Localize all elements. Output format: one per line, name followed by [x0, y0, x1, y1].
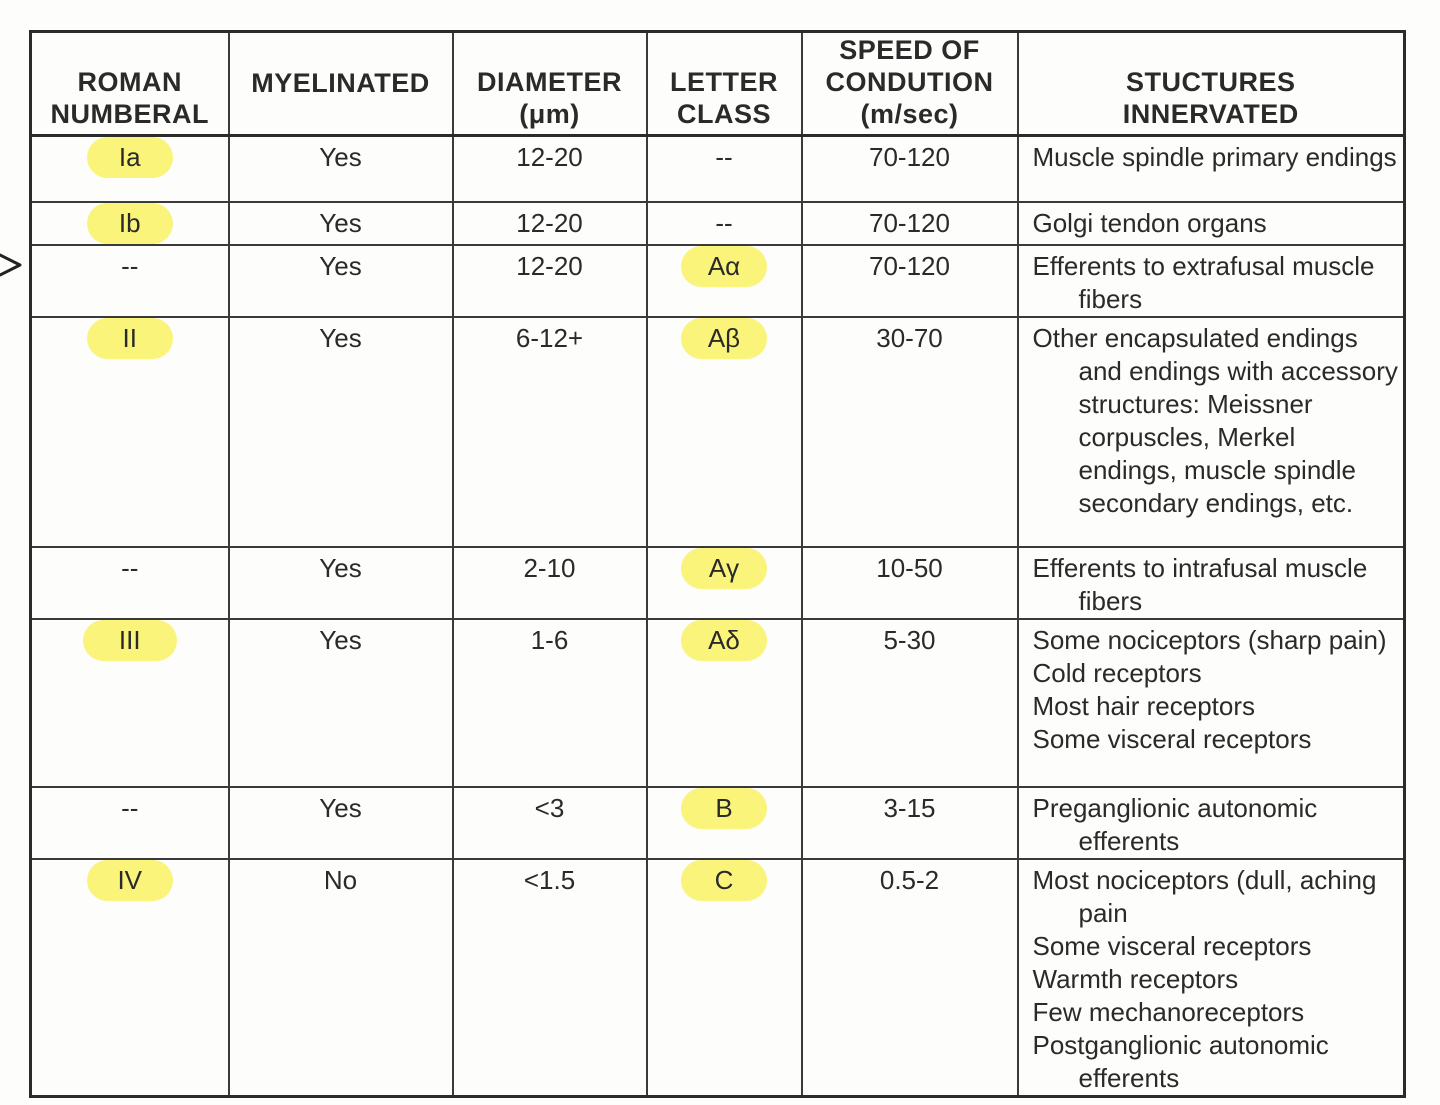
conduction-speed-cell: [802, 136, 1018, 202]
conduction-speed-cell-value: 5-30: [883, 624, 936, 655]
structure-entry: Golgi tendon organs: [1032, 207, 1267, 238]
roman-numeral-cell: [31, 317, 229, 547]
myelinated-cell-value: Yes: [319, 250, 362, 281]
roman-numeral-cell: [31, 136, 229, 202]
diameter-cell-value: 12-20: [516, 207, 583, 238]
myelinated-cell: [229, 245, 453, 317]
conduction-speed-cell-value: 0.5-2: [879, 864, 940, 895]
diameter-cell-value: <1.5: [523, 864, 576, 895]
structure-entry: Postganglionic autonomic efferents: [1032, 1029, 1329, 1093]
header-row: [31, 32, 1405, 136]
letter-class-cell: [647, 202, 802, 245]
roman-numeral-cell: [31, 245, 229, 317]
myelinated-cell-value: Yes: [319, 624, 362, 655]
letter-class-cell: [647, 859, 802, 1097]
conduction-speed-cell-value: 30-70: [876, 322, 943, 353]
myelinated-cell-value: Yes: [319, 142, 362, 172]
roman-numeral-cell: [31, 619, 229, 787]
myelinated-cell: [229, 787, 453, 859]
header-letter-class: LETTER CLASS: [647, 32, 802, 136]
structures-innervated-cell: [1018, 787, 1405, 859]
myelinated-cell: [229, 859, 453, 1097]
roman-numeral-cell-value: III: [83, 620, 177, 661]
myelinated-cell: [229, 202, 453, 245]
header-myelinated: MYELINATED: [229, 32, 453, 136]
letter-class-cell-value: Aα: [681, 246, 767, 287]
table-row: [31, 787, 1405, 859]
diameter-cell: [453, 619, 647, 787]
conduction-speed-cell: [802, 317, 1018, 547]
myelinated-cell-value: Yes: [319, 792, 362, 823]
conduction-speed-cell: [802, 859, 1018, 1097]
roman-numeral-cell-value: --: [121, 792, 139, 823]
conduction-speed-cell: [802, 547, 1018, 619]
structure-entry: Some visceral receptors: [1032, 930, 1312, 961]
diameter-cell-value: 1-6: [530, 624, 569, 655]
structure-entry: Most hair receptors: [1032, 690, 1256, 721]
table-row: [31, 245, 1405, 317]
table-row: [31, 317, 1405, 547]
diameter-cell-value: 6-12+: [515, 322, 584, 353]
structure-entry: Few mechanoreceptors: [1032, 996, 1305, 1027]
myelinated-cell-value: Yes: [319, 207, 362, 238]
letter-class-cell: [647, 245, 802, 317]
header-structures-innervated: STUCTURES INNERVATED: [1018, 32, 1405, 136]
structures-innervated-cell: [1018, 245, 1405, 317]
structure-entry: Warmth receptors: [1032, 963, 1239, 994]
structure-entry: Preganglionic autonomic efferents: [1032, 792, 1318, 856]
letter-class-cell: [647, 136, 802, 202]
structure-entry: Efferents to extrafusal muscle fibers: [1032, 250, 1375, 314]
myelinated-cell: [229, 547, 453, 619]
letter-class-cell: [647, 787, 802, 859]
structures-innervated-cell: [1018, 859, 1405, 1097]
letter-class-cell-value: --: [715, 142, 733, 172]
arrow-mark-icon: [0, 252, 26, 278]
structure-entry: Muscle spindle primary endings: [1032, 142, 1397, 172]
header-speed-of-conduction: SPEED OF CONDUTION (m/sec): [802, 32, 1018, 136]
letter-class-cell-value: Aγ: [681, 548, 767, 589]
diameter-cell: [453, 245, 647, 317]
diameter-cell: [453, 202, 647, 245]
roman-numeral-cell-value: Ia: [87, 137, 173, 178]
roman-numeral-cell: [31, 859, 229, 1097]
conduction-speed-cell-value: 10-50: [876, 552, 943, 583]
structure-entry: Cold receptors: [1032, 657, 1202, 688]
myelinated-cell-value: Yes: [319, 552, 362, 583]
letter-class-cell-value: C: [681, 860, 767, 901]
table-row: [31, 202, 1405, 245]
table-row: [31, 136, 1405, 202]
structure-entry: Efferents to intrafusal muscle fibers: [1032, 552, 1368, 616]
myelinated-cell-value: Yes: [319, 322, 362, 353]
structure-entry: Other encapsulated endings and endings with accessory structures: Meissner corpuscles, Merkel endings, muscle spindle secondary endings, etc.: [1032, 322, 1398, 518]
conduction-speed-cell: [802, 619, 1018, 787]
diameter-cell: [453, 317, 647, 547]
diameter-cell: [453, 787, 647, 859]
header-roman-numeral: ROMAN NUMBERAL: [31, 32, 229, 136]
roman-numeral-cell-value: --: [121, 250, 139, 281]
structures-innervated-cell: [1018, 317, 1405, 547]
diameter-cell: [453, 136, 647, 202]
letter-class-cell-value: B: [681, 788, 767, 829]
diameter-cell-value: 12-20: [516, 250, 583, 281]
diameter-cell-value: <3: [534, 792, 565, 823]
roman-numeral-cell-value: IV: [87, 860, 173, 901]
structures-innervated-cell: [1018, 136, 1405, 202]
conduction-speed-cell: [802, 787, 1018, 859]
table-row: [31, 859, 1405, 1097]
nerve-fiber-classification-table: [29, 30, 1406, 1098]
structure-entry: Some nociceptors (sharp pain): [1032, 624, 1387, 655]
letter-class-cell: [647, 547, 802, 619]
structures-innervated-cell: [1018, 619, 1405, 787]
conduction-speed-cell: [802, 202, 1018, 245]
structure-entry: Most nociceptors (dull, aching pain: [1032, 864, 1377, 928]
structures-innervated-cell: [1018, 547, 1405, 619]
diameter-cell-value: 12-20: [516, 142, 583, 172]
diameter-cell: [453, 547, 647, 619]
structure-entry: Some visceral receptors: [1032, 723, 1312, 754]
roman-numeral-cell: [31, 202, 229, 245]
conduction-speed-cell-value: 70-120: [869, 207, 950, 238]
roman-numeral-cell-value: Ib: [87, 203, 173, 244]
letter-class-cell: [647, 317, 802, 547]
structures-innervated-cell: [1018, 202, 1405, 245]
conduction-speed-cell-value: 70-120: [869, 142, 950, 172]
myelinated-cell: [229, 136, 453, 202]
diameter-cell: [453, 859, 647, 1097]
table-row: [31, 619, 1405, 787]
letter-class-cell-value: --: [715, 207, 733, 238]
header-diameter: DIAMETER (μm): [453, 32, 647, 136]
diameter-cell-value: 2-10: [523, 552, 576, 583]
conduction-speed-cell-value: 70-120: [869, 250, 950, 281]
myelinated-cell: [229, 619, 453, 787]
table-row: [31, 547, 1405, 619]
letter-class-cell: [647, 619, 802, 787]
roman-numeral-cell: [31, 547, 229, 619]
myelinated-cell: [229, 317, 453, 547]
roman-numeral-cell-value: II: [87, 318, 173, 359]
roman-numeral-cell: [31, 787, 229, 859]
conduction-speed-cell-value: 3-15: [883, 792, 936, 823]
roman-numeral-cell-value: --: [121, 552, 139, 583]
myelinated-cell-value: No: [323, 864, 358, 895]
letter-class-cell-value: Aδ: [681, 620, 767, 661]
letter-class-cell-value: Aβ: [681, 318, 767, 359]
conduction-speed-cell: [802, 245, 1018, 317]
